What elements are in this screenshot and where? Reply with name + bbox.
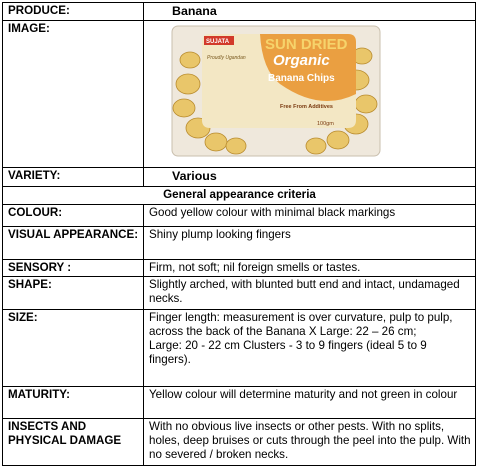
variety-value: Various: [144, 168, 476, 186]
package-title-line2: Organic: [273, 52, 330, 70]
package-tagline: Proudly Ugandan: [207, 55, 246, 62]
produce-value: Banana: [144, 3, 476, 21]
sensory-label: SENSORY :: [3, 259, 144, 276]
size-value: [144, 309, 476, 386]
visual-appearance-value: Shiny plump looking fingers: [144, 227, 476, 259]
image-label: IMAGE:: [3, 21, 144, 168]
colour-value: Good yellow colour with minimal black markings: [144, 205, 476, 227]
package-badge: Free From Additives: [280, 104, 333, 111]
produce-spec-table: [2, 2, 476, 466]
size-label: SIZE:: [3, 309, 144, 386]
insects-damage-value: With no obvious live insects or other pests. With no splits, holes, deep bruises or cuts through the peel into the pulp. With no severed / broken necks.: [144, 419, 476, 466]
size-value-line1: Finger length: measurement is over curvature, pulp to pulp, across the back of the Banana X Large: 22 – 26 cm;: [149, 310, 453, 338]
sensory-value: Firm, not soft; nil foreign smells or tastes.: [144, 259, 476, 276]
maturity-label: MATURITY:: [3, 386, 144, 418]
shape-label: SHAPE:: [3, 277, 144, 309]
maturity-value: Yellow colour will determine maturity and not green in colour: [144, 386, 476, 418]
package-title-line3: Banana Chips: [268, 73, 335, 85]
section-title: General appearance criteria: [3, 186, 476, 204]
shape-value: Slightly arched, with blunted butt end and intact, undamaged necks.: [144, 277, 476, 309]
package-brand: SUJATA: [206, 39, 230, 46]
insects-damage-label: INSECTS AND PHYSICAL DAMAGE: [3, 419, 144, 466]
package-title-line1: SUN DRIED: [265, 36, 348, 54]
size-value-line2: Large: 20 - 22 cm Clusters - 3 to 9 fingers (ideal 5 to 9 fingers).: [149, 338, 427, 366]
variety-label: VARIETY:: [3, 168, 144, 186]
image-cell: [144, 21, 476, 168]
produce-label: PRODUCE:: [3, 3, 144, 21]
colour-label: COLOUR:: [3, 205, 144, 227]
banana-chips-package-image: [170, 24, 382, 162]
package-weight: 100gm: [317, 121, 334, 128]
visual-appearance-label: VISUAL APPEARANCE:: [3, 227, 144, 259]
